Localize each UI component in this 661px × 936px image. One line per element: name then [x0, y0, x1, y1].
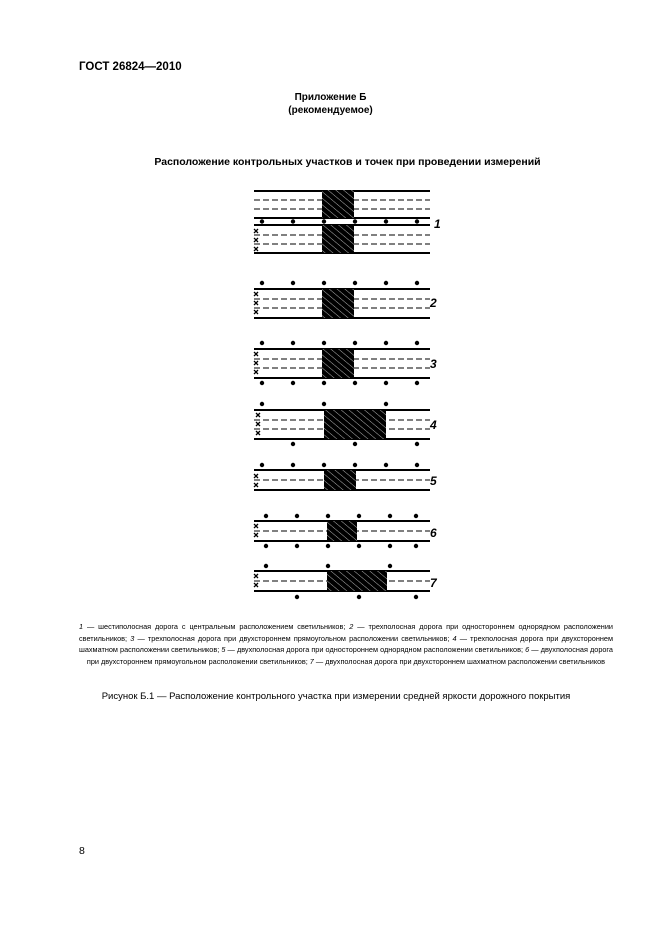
diagram-label-5: 5: [430, 474, 437, 488]
document-header: ГОСТ 26824—2010: [79, 61, 182, 73]
legend-num-7: 7: [309, 656, 314, 666]
legend-num-6: 6: [525, 645, 530, 654]
road-diagram-2: [254, 281, 437, 318]
luminaire-points: [260, 463, 419, 467]
measurement-points-x: [256, 413, 260, 435]
diagram-label-1: 1: [434, 217, 441, 231]
legend-text-3: трехполосная дорога при двухстороннем прямоугольном расположении светильников;: [147, 633, 450, 643]
legend-num-3: 3: [130, 633, 135, 643]
control-area: [324, 410, 386, 439]
measurement-points-x: [254, 229, 258, 251]
road-diagram-5: [254, 463, 437, 490]
luminaire-points: [260, 281, 419, 285]
road-diagram-3: [254, 341, 437, 385]
legend-text-7: двухполосная дорога при двухстороннем шахматном расположении светильников: [325, 656, 606, 666]
diagram-label-3: 3: [430, 357, 437, 371]
legend-text-5: двухполосная дорога при одностороннем однорядном расположении светильников;: [236, 645, 523, 654]
figure-legend: 1 — шестиполосная дорога с центральным расположением светильников; 2 — трехполосная дорога при одностороннем однорядном расположении светильников; 3 — трехполосная дорога при двухстороннем прямоугольном расположении светильников; 4 — трехполосная дорога при двухстороннем шахматном расположении светильников; 5 — двухполосная дорога при одностороннем однорядном расположении светильников; 6 — двухполосная дорога при двухстороннем прямоугольном расположении светильников; 7 — двухполосная дорога при двухстороннем шахматном расположении светильников: [79, 622, 613, 666]
diagram-label-2: 2: [430, 296, 437, 310]
control-area: [322, 190, 354, 218]
road-diagram-6: [254, 514, 437, 548]
legend-num-4: 4: [452, 633, 457, 643]
figure-title: Расположение контрольных участков и точек при проведении измерений: [154, 156, 541, 168]
control-area: [322, 225, 354, 253]
legend-text-4: трехполосная дорога при двухстороннем шахматном расположении светильников;: [79, 633, 613, 654]
measurement-points-x: [254, 352, 258, 374]
diagram-label-4: 4: [430, 418, 437, 432]
appendix-subtitle: (рекомендуемое): [288, 105, 373, 116]
road-diagram-1: [254, 190, 441, 253]
appendix-title: Приложение Б: [294, 92, 367, 103]
legend-num-2: 2: [349, 622, 354, 631]
figure-caption: Рисунок Б.1 — Расположение контрольного участка при измерении средней яркости дорожного покрытия: [101, 691, 571, 702]
measurement-points-x: [254, 292, 258, 314]
legend-text-2: трехполосная дорога при одностороннем однорядном расположении светильников;: [79, 622, 613, 643]
legend-text-1: шестиполосная дорога с центральным расположением светильников;: [98, 622, 346, 631]
legend-text-6: двухполосная дорога при двухстороннем прямоугольном расположении светильников;: [86, 645, 613, 666]
control-area: [322, 289, 354, 318]
legend-num-1: 1: [79, 622, 84, 631]
control-area: [322, 349, 354, 378]
legend-num-5: 5: [221, 645, 226, 654]
page-number: 8: [79, 845, 85, 857]
diagram-label-7: 7: [430, 576, 437, 590]
road-diagram-4: [254, 402, 437, 446]
control-area: [327, 521, 357, 541]
control-area: [327, 571, 387, 591]
control-area: [324, 470, 356, 490]
luminaire-points: [260, 219, 419, 223]
diagram-label-6: 6: [430, 526, 437, 540]
road-diagram-7: [254, 564, 438, 599]
